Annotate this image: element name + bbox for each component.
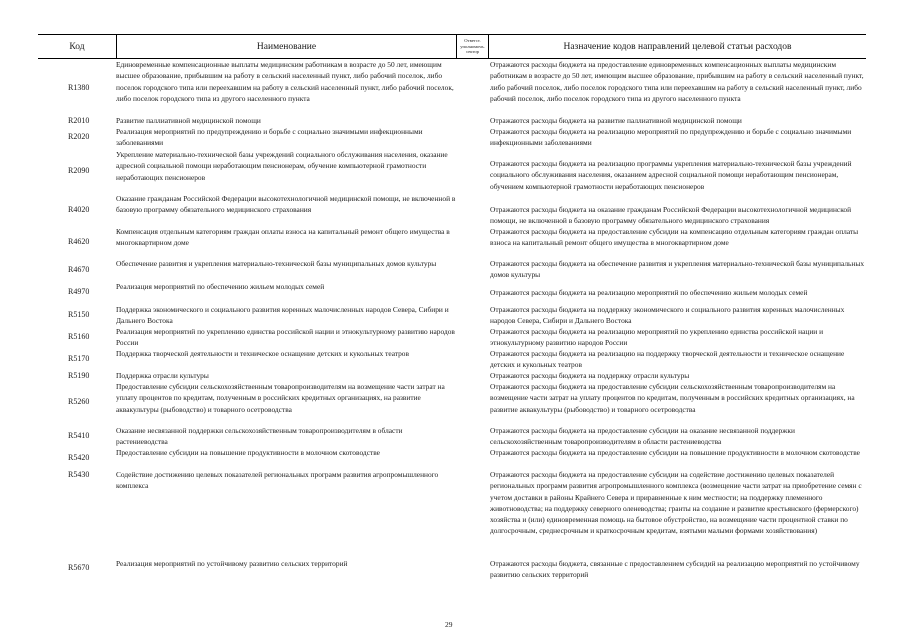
row-purpose: Отражаются расходы бюджета на развитие паллиативной медицинской помощи [490,116,742,125]
row-name: Поддержка отрасли культуры [116,371,209,380]
row-purpose: Отражаются расходы бюджета на поддержку экономического и социального развития коренных малочисленных народов Севера, Сибири и Дальнего Востока [490,305,845,326]
row-purpose: Отражаются расходы бюджета на реализацию мероприятий по предупреждению и борьбе с социально значимыми инфекционными заболеваниями [490,127,852,148]
page-number: 29 [445,620,453,629]
row-name: Поддержка экономического и социального развития коренных малочисленных народов Севера, Сибири и Дальнего Востока [116,305,449,326]
row-code: R5420 [68,453,90,462]
row-purpose: Отражаются расходы бюджета на предоставление субсидии на повышение продуктивности в молочном скотоводстве [490,448,860,457]
row-purpose: Отражаются расходы бюджета на реализацию мероприятий по обеспечению жильем молодых семей [490,288,808,297]
row-code: R5190 [68,371,90,380]
row-name: Оказание гражданам Российской Федерации высокотехнологичной медицинской помощи, не включенной в базовую программу обязательного медицинского страхования [116,194,456,215]
row-purpose: Отражаются расходы бюджета на реализацию мероприятий по укреплению единства российской нации и этнокультурному развитию народов России [490,327,824,348]
row-name: Развитие паллиативной медицинской помощи [116,116,261,125]
header-responsible: Ответст. уполномочь. сектор [460,38,485,55]
row-purpose: Отражаются расходы бюджета, связанные с предоставлением субсидий на реализацию мероприятий по устойчивому развитию сельских территорий [490,559,860,580]
row-purpose: Отражаются расходы бюджета на предоставление субсидии на содействие достижению целевых показателей региональных программ развития агропромышленного комплекса (возмещение части затрат на приобретение семян с учетом доставки в районы Крайнего Севера и приравненные к ним местности; на поддержку племенного животноводства; на поддержку северного оленеводства; гранты на создание и развитие крестьянского (фермерского) хозяйства и (или) единовременная помощь на бытовое обустройство, на возмещение части процентной ставки по долгосрочным, среднесрочным и краткосрочным кредитам, взятыми малыми формами хозяйствования) [490,470,862,536]
row-code: R5150 [68,310,90,319]
header-name: Наименование [256,41,317,52]
row-purpose: Отражаются расходы бюджета на предоставление субсидии на оказание несвязанной поддержки сельскохозяйственным товаропроизводителям в области растениеводства [490,426,795,447]
row-purpose: Отражаются расходы бюджета на поддержку отрасли культуры [490,371,690,380]
row-name: Реализация мероприятий по устойчивому развитию сельских территорий [116,559,348,568]
row-name: Обеспечение развития и укрепления материально-технической базы муниципальных домов культуры [116,259,437,268]
row-name: Реализация мероприятий по укреплению единства российской нации и этнокультурному развитию народов России [116,327,455,348]
row-code: R5430 [68,470,90,479]
row-name: Реализация мероприятий по обеспечению жильем молодых семей [116,282,325,291]
row-purpose: Отражаются расходы бюджета на реализацию на поддержку творческой деятельности и техническое оснащение детских и кукольных театров [490,349,845,370]
row-code: R2020 [68,132,90,141]
row-purpose: Отражаются расходы бюджета на реализацию программы укрепления материально-технической базы учреждений социального обслуживания населения, оказанием адресной социальной помощи неработающим пенсионерам, обучением компьютерной грамотности неработающих пенсионеров [490,159,852,191]
row-code: R2010 [68,116,90,125]
row-name: Оказание несвязанной поддержки сельскохозяйственным товаропроизводителям в области растениеводства [116,426,403,447]
row-purpose: Отражаются расходы бюджета на предоставление единовременных компенсационных выплаты медицинским работникам в возрасте до 50 лет, имеющим высшее образование, прибывшим на работу в сельский населенный пункт, либо рабочий поселок, либо поселок городского типа или переехавшим на работу в сельский населенный пункт, либо рабочий поселок, либо поселок городского типа из другого населенного пункта [490,60,864,103]
row-purpose: Отражаются расходы бюджета на предоставление субсидии на компенсацию отдельным категориям граждан оплаты взноса на капитальный ремонт общего имущества в многоквартирном доме [490,227,859,248]
row-name: Поддержка творческой деятельности и техническое оснащение детских и кукольных театров [116,349,409,358]
row-name: Единовременные компенсационные выплаты медицинским работникам в возрасте до 50 лет, имеющим высшее образование, прибывшим на работу в сельский населенный пункт, либо рабочий поселок, либо поселок городского типа или переехавшим на работу в сельский населенный пункт, либо рабочий поселок, либо поселок городского типа из другого населенного пункта [116,60,454,103]
row-purpose: Отражаются расходы бюджета на предоставление субсидии сельскохозяйственным товаропроизводителям на возмещение части затрат на уплату процентов по кредитам, полученным в российских кредитных организациях, на развитие аквакультуры (рыбоводство) и товарного осетроводства [490,382,855,414]
row-code: R4670 [68,265,90,274]
row-name: Реализация мероприятий по предупреждению и борьбе с социально значимыми инфекционными заболеваниями [116,127,423,148]
row-code: R4020 [68,205,90,214]
row-name: Компенсация отдельным категориям граждан оплаты взноса на капитальный ремонт общего имущества в многоквартирном доме [116,227,450,248]
row-code: R5260 [68,397,90,406]
row-code: R5170 [68,354,90,363]
row-code: R5160 [68,332,90,341]
header-purpose: Назначение кодов направлений целевой статьи расходов [563,41,792,52]
row-code: R5670 [68,563,90,572]
row-purpose: Отражаются расходы бюджета на оказание гражданам Российской Федерации высокотехнологичной медицинской помощи, не включенной в базовую программу обязательного медицинского страхования [490,205,852,226]
row-name: Предоставление субсидии на повышение продуктивности в молочном скотоводстве [116,448,380,457]
row-name: Укрепление материально-технической базы учреждений социального обслуживания населения, оказание адресной социальной помощи неработающим пенсионерам, обучение компьютерной грамотности неработающих пенсионеров [116,150,448,182]
row-code: R4970 [68,287,90,296]
row-purpose: Отражаются расходы бюджета на обеспечение развития и укрепления материально-технической базы муниципальных домов культуры [490,259,865,280]
header-code: Код [69,41,85,52]
row-code: R1380 [68,83,90,92]
row-code: R4620 [68,237,90,246]
row-name: Содействие достижению целевых показателей региональных программ развития агропромышленного комплекса [116,470,439,491]
row-name: Предоставление субсидии сельскохозяйственным товаропроизводителям на возмещение части затрат на уплату процентов по кредитам, полученным в российских кредитных организациях, на развитие аквакультуры (рыбоводство) и товарного осетроводства [116,382,445,414]
table-header [38,34,866,59]
row-code: R2090 [68,166,90,175]
row-code: R5410 [68,431,90,440]
